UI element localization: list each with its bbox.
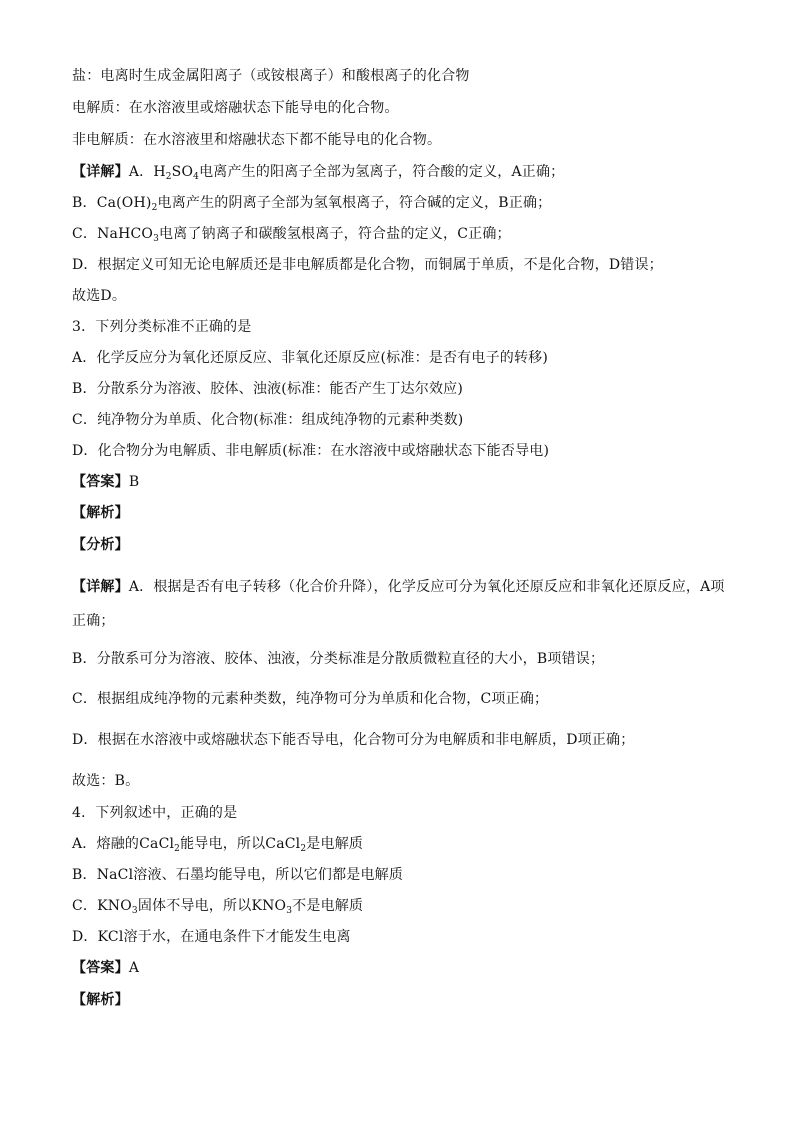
- answer-4: [72, 958, 734, 978]
- fenxi-tag-3: 【分析】: [72, 537, 129, 553]
- answer-tag: 【答案】: [72, 474, 129, 490]
- question-3: 3．下列分类标准不正确的是: [72, 319, 252, 335]
- text-segment: A．熔融的CaCl: [72, 836, 175, 852]
- detail-d-line: D．根据定义可知无论电解质还是非电解质都是化合物，而铜属于单质，不是化合物，D错误；: [72, 257, 663, 273]
- question-4-option-d: D．KCl溶于水，在通电条件下才能发生电离: [72, 929, 351, 945]
- definition-nonelectrolyte: 非电解质：在水溶液里和熔融状态下都不能导电的化合物。: [72, 132, 442, 148]
- text-segment: C．KNO: [72, 898, 132, 914]
- detail-tag: 【详解】: [72, 164, 129, 180]
- detail-3-a: [72, 570, 734, 638]
- text-segment: 电离产生的阴离子全部为氢氧根离子，符合碱的定义，B正确；: [157, 195, 552, 211]
- definition-salt: 盐：电离时生成金属阳离子（或铵根离子）和酸根离子的化合物: [72, 68, 470, 84]
- analysis-tag-3: 【解析】: [72, 505, 129, 521]
- text-segment: 不是电解质: [292, 898, 364, 914]
- answer-value: B: [128, 474, 140, 490]
- answer-value: A: [128, 960, 140, 976]
- question-3-option-c: C．纯净物分为单质、化合物(标准：组成纯净物的元素种类数): [72, 412, 464, 428]
- subscript: 3: [286, 906, 293, 916]
- text-segment: 电离产生的阳离子全部为氢离子，符合酸的定义，A正确；: [199, 164, 565, 180]
- detail-c-line: [72, 224, 734, 244]
- question-3-option-b: B．分散系分为溶液、胶体、浊液(标准：能否产生丁达尔效应): [72, 381, 464, 397]
- detail-3-c: C．根据组成纯净物的元素种类数，纯净物可分为单质和化合物，C项正确；: [72, 691, 549, 707]
- subscript: 3: [153, 234, 160, 244]
- detail-3-b: B．分散系可分为溶液、胶体、浊液，分类标准是分散质微粒直径的大小，B项错误；: [72, 651, 605, 667]
- conclusion-line: 故选D。: [72, 288, 127, 304]
- conclusion-3: 故选：B。: [72, 773, 140, 789]
- question-4-option-a: [72, 834, 734, 854]
- subscript: 4: [193, 172, 200, 182]
- definition-electrolyte: 电解质：在水溶液里或熔融状态下能导电的化合物。: [72, 100, 399, 116]
- text-segment: A．H: [128, 164, 166, 180]
- text-segment: B．Ca(OH): [72, 195, 152, 211]
- text-segment: A．根据是否有电子转移（化合价升降），化学反应可分为氧化还原反应和非氧化还原反应，A项正确；: [72, 579, 725, 629]
- text-segment: 固体不导电，所以KNO: [137, 898, 287, 914]
- detail-3-d: D．根据在水溶液中或熔融状态下能否导电，化合物可分为电解质和非电解质，D项正确；: [72, 732, 635, 748]
- subscript: 2: [151, 203, 158, 213]
- question-4-option-c: [72, 896, 734, 916]
- detail-a-line: [72, 162, 734, 182]
- subscript: 2: [174, 844, 181, 854]
- text-segment: 是电解质: [306, 836, 364, 852]
- text-segment: 电离了钠离子和碳酸氢根离子，符合盐的定义，C正确；: [159, 226, 511, 242]
- detail-tag: 【详解】: [72, 579, 129, 595]
- detail-b-line: [72, 193, 734, 213]
- text-segment: C．NaHCO: [72, 226, 154, 242]
- question-3-option-a: A．化学反应分为氧化还原反应、非氧化还原反应(标准：是否有电子的转移): [72, 350, 549, 366]
- analysis-tag-4: 【解析】: [72, 992, 129, 1008]
- subscript: 2: [300, 844, 307, 854]
- subscript: 2: [165, 172, 172, 182]
- text-segment: 能导电，所以CaCl: [180, 836, 301, 852]
- answer-tag: 【答案】: [72, 960, 129, 976]
- question-3-option-d: D．化合物分为电解质、非电解质(标准：在水溶液中或熔融状态下能否导电): [72, 443, 550, 459]
- question-4: 4．下列叙述中，正确的是: [72, 805, 238, 821]
- text-segment: SO: [171, 164, 194, 180]
- subscript: 3: [131, 906, 138, 916]
- question-4-option-b: B．NaCl溶液、石墨均能导电，所以它们都是电解质: [72, 867, 404, 883]
- answer-3: [72, 472, 734, 492]
